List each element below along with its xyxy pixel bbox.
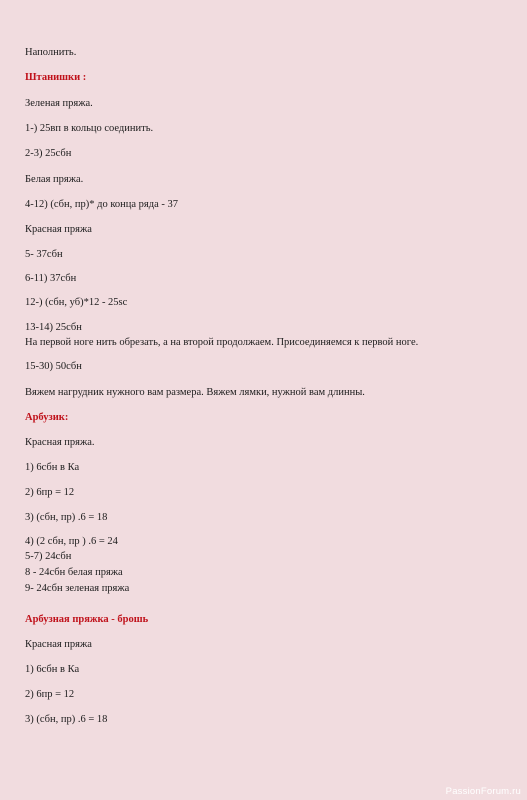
text-line: 3) (сбн, пр) .6 = 18 — [25, 512, 108, 523]
text-line: Зеленая пряжа. — [25, 98, 93, 109]
text-line: Наполнить. — [25, 47, 77, 58]
text-line: Вяжем нагрудник нужного вам размера. Вяжем лямки, нужной вам длинны. — [25, 387, 365, 398]
text-line: Красная пряжа. — [25, 437, 95, 448]
text-line: 4-12) (сбн, пр)* до конца ряда - 37 — [25, 199, 178, 210]
text-line: 8 - 24сбн белая пряжа — [25, 567, 123, 578]
section-heading-pants: Штанишки : — [25, 72, 87, 83]
text-line: 1) 6сбн в Ка — [25, 462, 80, 473]
text-line: 1) 6сбн в Ка — [25, 664, 80, 675]
text-line: 2) 6пр = 12 — [25, 689, 75, 700]
text-line: Красная пряжа — [25, 224, 92, 235]
section-heading-brooch: Арбузная пряжка - брошь — [25, 614, 149, 625]
text-line: 2) 6пр = 12 — [25, 487, 75, 498]
text-line: 2-3) 25сбн — [25, 148, 72, 159]
text-line: 4) (2 сбн, пр ) .6 = 24 — [25, 536, 118, 547]
text-line: 15-30) 50сбн — [25, 361, 82, 372]
text-line: Белая пряжа. — [25, 174, 84, 185]
watermark: PassionForum.ru — [445, 786, 521, 797]
text-line: 6-11) 37сбн — [25, 273, 77, 284]
text-line: 5- 37сбн — [25, 249, 63, 260]
text-line: 12-) (сбн, уб)*12 - 25sc — [25, 297, 128, 308]
section-heading-watermelon: Арбузик: — [25, 412, 69, 423]
text-line: 5-7) 24сбн — [25, 551, 72, 562]
text-line: На первой ноге нить обрезать, а на второй продолжаем. Присоединяемся к первой ноге. — [25, 337, 419, 348]
text-line: 13-14) 25сбн — [25, 322, 82, 333]
text-line: 1-) 25вп в кольцо соединить. — [25, 123, 154, 134]
text-line: 3) (сбн, пр) .6 = 18 — [25, 714, 108, 725]
text-line: 9- 24сбн зеленая пряжа — [25, 583, 130, 594]
text-line: Красная пряжа — [25, 639, 92, 650]
